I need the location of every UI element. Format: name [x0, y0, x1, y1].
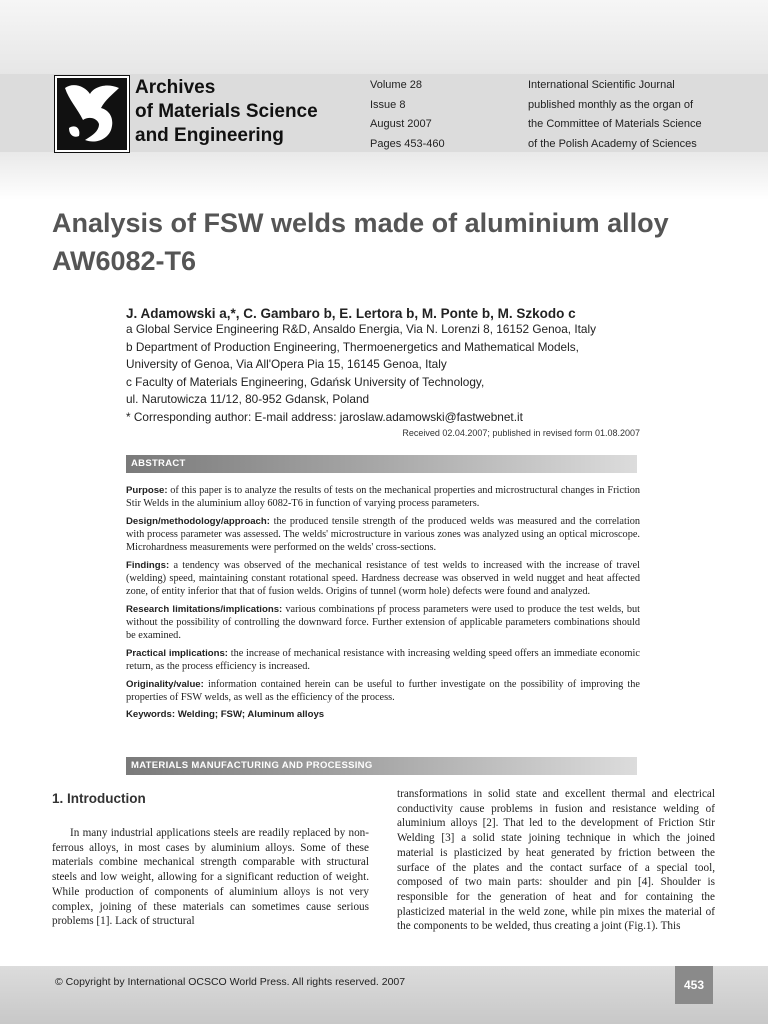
journal-desc-line: International Scientific Journal: [528, 79, 675, 91]
abstract-design: [126, 515, 640, 555]
abstract-label: Findings:: [126, 559, 170, 571]
affiliation-b-cont: University of Genoa, Via All'Opera Pia 15, 16145 Genoa, Italy: [126, 357, 447, 372]
volume: Volume 28: [370, 79, 422, 91]
pages: Pages 453-460: [370, 137, 445, 150]
issue-info: [370, 76, 445, 154]
abstract-text: the increase of mechanical resistance with increasing welding speed offers an immediate economic return, as the process efficiency is increased.: [126, 647, 640, 672]
keywords: [126, 708, 640, 721]
abstract-originality: [126, 678, 640, 704]
abstract-text: the produced tensile strength of the produced welds was measured and the correlation with process parameter was assessed. The welds' microstructure in various zones was analyzed using an optical microscope. Microhardness measurements were performed on the welds' cross-sections.: [126, 515, 640, 554]
abstract-text: information contained herein can be useful to further investigate on the possibility of improving the properties of FSW welds, as well as the efficiency of the process.: [126, 678, 640, 703]
journal-logo: [55, 76, 129, 152]
abstract-label: Purpose:: [126, 485, 168, 496]
issue-date: August 2007: [370, 118, 432, 130]
abstract-label: Originality/value:: [126, 678, 204, 690]
journal-logo-icon: [57, 78, 127, 150]
abstract-label: Research limitations/implications:: [126, 603, 283, 615]
journal-name-line: and Engineering: [135, 125, 284, 146]
corresponding-author: * Corresponding author: E-mail address: jaroslaw.adamowski@fastwebnet.it: [126, 409, 523, 424]
article-title: Analysis of FSW welds made of aluminium alloy AW6082-T6: [52, 208, 669, 276]
copyright: © Copyright by International OCSCO World Press. All rights reserved. 2007: [55, 976, 406, 988]
affiliation-a: a Global Service Engineering R&D, Ansaldo Energia, Via N. Lorenzi 8, 16152 Genoa, Italy: [126, 322, 596, 336]
abstract-body: [126, 484, 640, 726]
abstract-heading: ABSTRACT: [126, 455, 637, 473]
abstract-text: of this paper is to analyze the results of tests on the mechanical properties and microstructural changes in Friction Stir Welds in the aluminium alloy 6082-T6 in function of varying process parameters.: [126, 485, 640, 510]
affiliations: [126, 321, 646, 427]
received-date: Received 02.04.2007; published in revised form 01.08.2007: [402, 428, 640, 438]
issue: Issue 8: [370, 98, 406, 111]
affiliation-b: b Department of Production Engineering, Thermoenergetics and Mathematical Models,: [126, 339, 579, 354]
abstract-findings: [126, 559, 640, 599]
section-heading-introduction: 1. Introduction: [52, 791, 146, 806]
abstract-text: various combinations pf process parameters were used to produce the test welds, but without the possibility of controlling the downward force. Further extension of applicable parameters combinations should be examined.: [126, 603, 640, 642]
affiliation-c-cont: ul. Narutowicza 11/12, 80-952 Gdansk, Poland: [126, 392, 370, 407]
journal-description: [528, 76, 702, 154]
journal-name: [135, 76, 318, 148]
journal-desc-line: published monthly as the organ of: [528, 98, 694, 111]
keywords-text: Keywords: Welding; FSW; Aluminum alloys: [126, 709, 325, 721]
intro-left-column: In many industrial applications steels are readily replaced by non-ferrous alloys, in most cases by aluminium alloys. Some of these materials combine mechanical strength comparable with structural steels and low weight, allowing for a significant reduction of weight. While production of components of aluminium alloys is not very complex, joining of these materials can sometimes cause serious problems [1]. Lack of structural: [52, 827, 369, 928]
journal-name-line: Archives: [135, 77, 216, 98]
page-number: 453: [675, 966, 713, 1004]
abstract-label: Design/methodology/approach:: [126, 515, 270, 527]
abstract-practical: [126, 647, 640, 673]
journal-name-line: of Materials Science: [135, 101, 318, 122]
abstract-label: Practical implications:: [126, 647, 228, 659]
affiliation-c: c Faculty of Materials Engineering, Gdańsk University of Technology,: [126, 374, 485, 389]
abstract-purpose: [126, 484, 640, 510]
abstract-text: a tendency was observed of the mechanical resistance of test welds to increased with the increase of travel (welding) speed, maintaining constant rotational speed. Hardness decrease was observed in weld nugget and heat affected zone, of entity inferior that that of fusion welds. Origins of tunnel (worm hole) defects were found and analyzed.: [126, 559, 640, 598]
journal-desc-line: the Committee of Materials Science: [528, 118, 702, 130]
abstract-limitations: [126, 603, 640, 643]
journal-desc-line: of the Polish Academy of Sciences: [528, 137, 697, 150]
intro-right-column: transformations in solid state and excellent thermal and electrical conductivity cause problems in fusion and resistance welding of aluminium alloys [2]. That led to the development of Friction Stir Welding [3] a solid state joining technique in which the joined material is plasticized by heat generated by friction between the surface of the plates and the contact surface of a special tool, composed of two main parts: shoulder and pin [4]. Shoulder is responsible for the generation of heat and for containing the plasticized material in the weld zone, while pin mixes the material of the components to be welded, thus creating a joint (Fig.1). This: [397, 788, 715, 933]
authors: J. Adamowski a,*, C. Gambaro b, E. Lertora b, M. Ponte b, M. Szkodo c: [126, 306, 576, 321]
footer-band: [0, 966, 768, 1024]
category-heading: MATERIALS MANUFACTURING AND PROCESSING: [126, 757, 637, 775]
